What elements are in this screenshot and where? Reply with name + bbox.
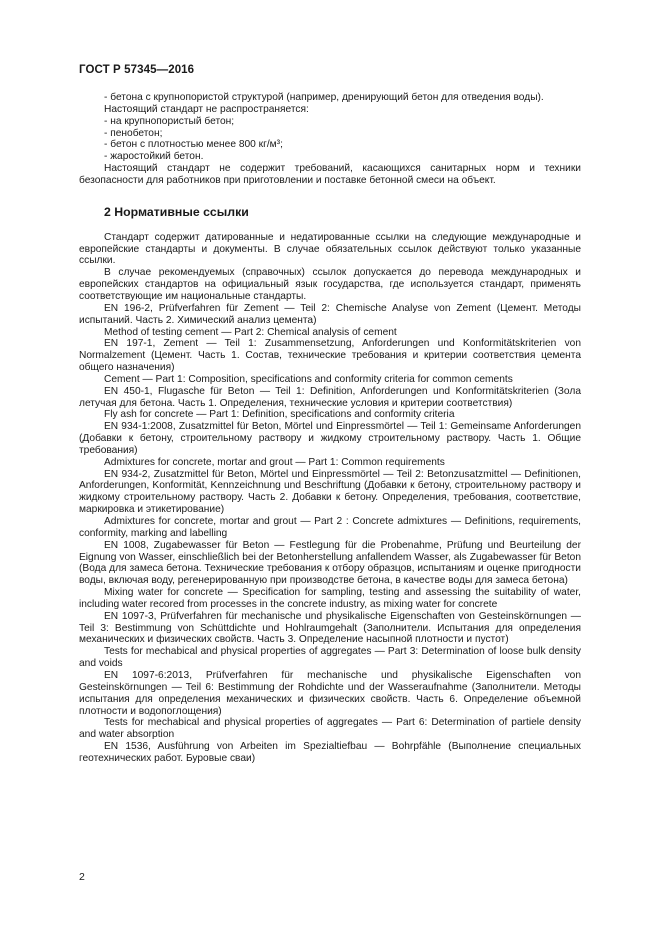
reference-entry: EN 1536, Ausführung von Arbeiten im Spezialtiefbau — Bohrpfähle (Выполнение специальных геотехнических работ. Буровые сваи) (79, 741, 581, 764)
section-heading: 2 Нормативные ссылки (104, 204, 249, 219)
reference-entry: EN 1008, Zugabewasser für Beton — Festlegung für die Probenahme, Prüfung und Beurteilung der Eignung von Wasser, einschließlich bei der Betonherstellung anfallendem Wasser, als Zugabewasser für Beton (Вода для замеса бетона. Технические требования к отбору образцов, испытаниям и оценке пригодности воды, включая воду, регенерированную при производстве бетона, в качестве воды для замеса бетона) (79, 539, 581, 587)
body-paragraph: Стандарт содержит датированные и недатированные ссылки на следующие международные и европейские стандарты и документы. В случае обязательных ссылок действуют только указанные ссылки. (79, 231, 581, 267)
reference-entry: EN 450-1, Flugasche für Beton — Teil 1: Definition, Anforderungen und Konformitätskriterien (Зола летучая для бетона. Часть 1. Определения, технические условия и критерии соответствия) (79, 385, 581, 409)
reference-title-en: Admixtures for concrete, mortar and grout — Part 2 : Concrete admixtures — Definitions, requirements, conformity, marking and labelling (79, 516, 581, 539)
document-code-header: ГОСТ Р 57345—2016 (79, 64, 195, 76)
intro-paragraph: - на крупнопористый бетон; (104, 115, 235, 127)
reference-entry: EN 196-2, Prüfverfahren für Zement — Teil 2: Chemische Analyse von Zement (Цемент. Методы испытаний. Часть 2. Химический анализ цемента) (79, 302, 581, 326)
reference-title-en: Tests for mechabical and physical properties of aggregates — Part 3: Determination of loose bulk density and voids (79, 646, 581, 670)
intro-paragraph: - пенобетон; (104, 127, 163, 139)
page-number: 2 (79, 871, 85, 883)
reference-entry: EN 1097-3, Prüfverfahren für mechanische und physikalische Eigenschaften von Gesteinskörnungen — Teil 3: Bestimmung von Schüttdichte und Hohlraumgehalt (Заполнители. Испытания для определения механических и физических свойств. Часть 3. Определение насыпной плотности и пустот) (79, 610, 581, 646)
reference-entry: EN 934-1:2008, Zusatzmittel für Beton, Mörtel und Einpressmörtel — Teil 1: Gemeinsame Anforderungen (Добавки к бетону, строительному раствору и жидкому строительному раствору. Часть 1. Общие требования) (79, 421, 581, 456)
reference-title-en: Fly ash for concrete — Part 1: Definition, specifications and conformity criteria (104, 409, 455, 421)
intro-paragraph: - бетон с плотностью менее 800 кг/м³; (104, 139, 283, 151)
reference-title-en: Admixtures for concrete, mortar and grout — Part 1: Common requirements (104, 456, 445, 468)
body-paragraph: В случае рекомендуемых (справочных) ссылок допускается до перевода международных и европейских стандартов на официальный язык государства, где используется стандарт, применять соответствующие им национальные стандарты. (79, 267, 581, 302)
reference-title-en: Cement — Part 1: Composition, specifications and conformity criteria for common cements (104, 373, 513, 385)
intro-paragraph: Настоящий стандарт не распространяется: (104, 103, 309, 115)
intro-paragraph: - бетона с крупнопористой структурой (например, дренирующий бетон для отведения воды). (104, 92, 544, 103)
reference-title-en: Method of testing cement — Part 2: Chemical analysis of cement (104, 326, 397, 338)
reference-entry: EN 1097-6:2013, Prüfverfahren für mechanische und physikalische Eigenschaften von Gesteinskörnungen — Teil 6: Bestimmung der Rohdichte und der Wasseraufnahme (Заполнители. Методы испытания для определения механических и физических свойств. Часть 6. Определение объемной плотности и водопоглощения) (79, 669, 581, 717)
intro-paragraph: - жаростойкий бетон. (104, 151, 204, 163)
reference-title-en: Tests for mechabical and physical properties of aggregates — Part 6: Determination of partiele density and water absorption (79, 717, 581, 741)
reference-title-en: Mixing water for concrete — Specification for sampling, testing and assessing the suitability of water, including water recored from processes in the concrete industry, as mixing water for concrete (79, 587, 581, 610)
reference-entry: EN 197-1, Zement — Teil 1: Zusammensetzung, Anforderungen und Konformitätskriterien von Normalzement (Цемент. Часть 1. Состав, технические требования и критерии соответствия цемента общего назначения) (79, 338, 581, 374)
intro-paragraph: Настоящий стандарт не содержит требований, касающихся санитарных норм и техники безопасности для работников при приготовлении и поставке бетонной смеси на объект. (79, 163, 581, 186)
reference-entry: EN 934-2, Zusatzmittel für Beton, Mörtel und Einpressmörtel — Teil 2: Betonzusatzmittel — Definitionen, Anforderungen, Konformität, Kennzeichnung und Beschriftung (Добавки к бетону, строительному раствору и жидкому строительному раствору. Часть 2. Добавки к бетону. Определения, требования, соответствие, маркировка и этикетирование) (79, 468, 581, 516)
page-content (79, 92, 581, 765)
